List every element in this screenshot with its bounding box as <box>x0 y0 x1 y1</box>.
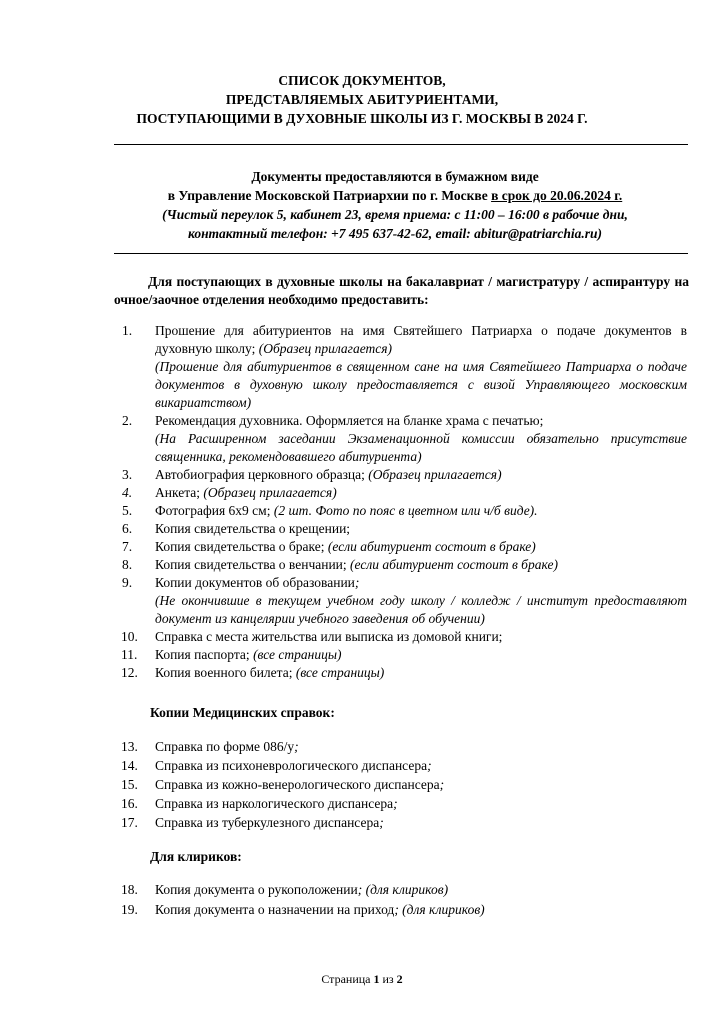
clergy-list <box>0 881 724 919</box>
item-note: ; (для клириков) <box>394 902 485 917</box>
list-item <box>0 502 687 520</box>
item-text: Автобиография церковного образца; <box>155 467 369 482</box>
list-item <box>0 738 687 756</box>
list-item <box>0 901 687 919</box>
list-item <box>0 646 687 664</box>
item-note: ; <box>393 796 398 811</box>
list-item <box>0 520 687 538</box>
item-note: (Образец прилагается) <box>258 341 393 356</box>
item-text: Справка из туберкулезного диспансера <box>155 815 380 830</box>
item-text: Справка из психоневрологического диспансера <box>155 758 428 773</box>
item-number: 10. <box>121 629 138 644</box>
title-line: СПИСОК ДОКУМЕНТОВ, <box>278 73 446 88</box>
notice-line: Документы предоставляются в бумажном виде <box>251 169 539 184</box>
item-text: Прошение для абитуриентов на имя Святейшего Патриарха о подаче документов в духовную школу; <box>155 323 687 356</box>
item-subnote: (Прошение для абитуриентов в священном сане на имя Святейшего Патриарха о подаче документов в духовную школу предоставляется с визой Управляющего московским викариатством) <box>155 359 687 410</box>
title-line: ПРЕДСТАВЛЯЕМЫХ АБИТУРИЕНТАМИ, <box>225 92 499 107</box>
item-note: (если абитуриент состоит в браке) <box>327 539 536 554</box>
item-subnote: (Не окончившие в текущем учебном году школу / колледж / институт предоставляют документ из канцелярии учебного заведения об обучении) <box>155 593 687 626</box>
item-note: (Образец прилагается) <box>203 485 337 500</box>
item-text: Копия свидетельства о венчании; <box>155 557 351 572</box>
item-number: 17. <box>121 815 138 830</box>
list-item <box>0 881 687 899</box>
list-item <box>0 574 687 628</box>
item-number: 2. <box>122 413 133 428</box>
item-text: Справка по форме 086/у <box>155 739 295 754</box>
documents-list <box>0 322 724 682</box>
item-text: Анкета; <box>155 485 204 500</box>
intro-paragraph: Для поступающих в духовные школы на бакалавриат / магистратуру / аспирантуру на очное/заочное отделения необходимо предоставить: <box>114 274 689 307</box>
item-number: 15. <box>121 777 138 792</box>
item-text: Копия документа о рукоположении <box>155 882 358 897</box>
item-number: 6. <box>122 521 133 536</box>
item-text: Копия паспорта; <box>155 647 254 662</box>
submission-notice <box>100 167 690 243</box>
item-number: 16. <box>121 796 138 811</box>
item-note: ; <box>379 815 384 830</box>
item-number: 8. <box>122 557 133 572</box>
title-line: ПОСТУПАЮЩИМИ В ДУХОВНЫЕ ШКОЛЫ ИЗ Г. МОСКВЫ В 2024 Г. <box>136 111 588 126</box>
item-number: 3. <box>122 467 133 482</box>
item-number: 9. <box>122 575 133 590</box>
item-number: 11. <box>121 647 138 662</box>
item-number: 12. <box>121 665 138 680</box>
item-number: 19. <box>121 902 138 917</box>
item-note: ; <box>354 575 360 590</box>
item-number: 5. <box>122 503 133 518</box>
list-item <box>0 322 687 412</box>
item-text: Справка из наркологического диспансера <box>155 796 394 811</box>
item-text: Копии документов об образовании <box>155 575 355 590</box>
divider <box>114 144 688 145</box>
list-item <box>0 412 687 466</box>
list-item <box>0 795 687 813</box>
list-item <box>0 757 687 775</box>
page-total: 2 <box>396 972 403 986</box>
page-number: 1 <box>373 972 380 986</box>
item-number: 7. <box>122 539 133 554</box>
item-text: Справка из кожно-венерологического диспансера <box>155 777 440 792</box>
item-note: (2 шт. Фото по пояс в цветном или ч/б виде). <box>273 503 538 518</box>
item-text: Копия свидетельства о крещении; <box>155 521 351 536</box>
list-item <box>0 628 687 646</box>
item-text: Справка с места жительства или выписка из домовой книги; <box>155 629 503 644</box>
item-note: ; <box>294 739 299 754</box>
divider <box>114 253 688 254</box>
notice-contacts: контактный телефон: +7 495 637-42-62, email: abitur@patriarchia.ru) <box>187 226 602 241</box>
section-heading-medical: Копии Медицинских справок: <box>150 705 335 720</box>
item-number: 13. <box>121 739 138 754</box>
item-text: Копия документа о назначении на приход <box>155 902 395 917</box>
footer-text: из <box>379 972 397 986</box>
item-note: (все страницы) <box>295 665 385 680</box>
item-note: ; (для клириков) <box>357 882 449 897</box>
item-text: Копия военного билета; <box>155 665 296 680</box>
notice-line <box>100 186 690 205</box>
medical-list <box>0 738 724 832</box>
list-item <box>0 664 687 682</box>
footer-text: Страница <box>321 972 374 986</box>
deadline: в срок до 20.06.2024 г. <box>491 188 623 203</box>
item-number: 4. <box>122 485 133 500</box>
item-number: 14. <box>121 758 138 773</box>
list-item <box>0 814 687 832</box>
item-text: Фотография 6x9 см; <box>155 503 274 518</box>
list-item <box>0 466 687 484</box>
page-footer <box>0 972 724 987</box>
item-text: Копия свидетельства о браке; <box>155 539 328 554</box>
item-note: ; <box>439 777 445 792</box>
item-text: Рекомендация духовника. Оформляется на бланке храма с печатью; <box>155 413 544 428</box>
item-subnote: (На Расширенном заседании Экзаменационной комиссии обязательно присутствие священника, рекомендовавшего абитуриента) <box>155 431 687 464</box>
notice-address: (Чистый переулок 5, кабинет 23, время приема: с 11:00 – 16:00 в рабочие дни, <box>162 207 628 222</box>
item-number: 18. <box>121 882 138 897</box>
item-note: (Образец прилагается) <box>368 467 502 482</box>
section-heading-clergy: Для клириков: <box>150 849 242 864</box>
item-note: ; <box>427 758 432 773</box>
list-item <box>0 776 687 794</box>
list-item <box>0 538 687 556</box>
item-note: (если абитуриент состоит в браке) <box>350 557 558 572</box>
notice-text: в Управление Московской Патриархии по г. Москве <box>167 188 492 203</box>
list-item <box>0 484 687 502</box>
item-note: (все страницы) <box>253 647 342 662</box>
document-title <box>60 71 664 128</box>
list-item <box>0 556 687 574</box>
item-number: 1. <box>122 323 133 338</box>
